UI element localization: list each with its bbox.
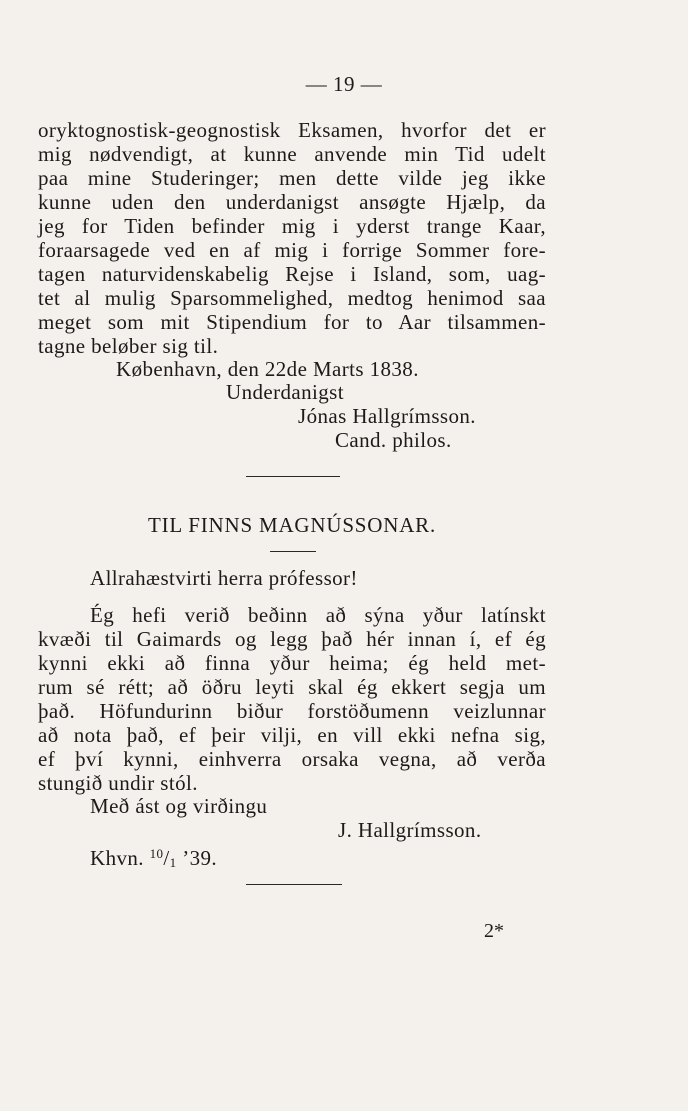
letter1-closing: Underdanigst — [226, 380, 344, 404]
letter2-line: ef því kynni, einhverra orsaka vegna, að verða — [38, 747, 546, 771]
letter1-line: mig nødvendigt, at kunne anvende min Tid udelt — [38, 142, 546, 166]
letter1-line: paa mine Studeringer; men dette vilde jeg ikke — [38, 166, 546, 190]
letter2-line: stungið undir stól. — [38, 771, 198, 795]
letter1-line: tagne beløber sig til. — [38, 334, 219, 358]
title-underline — [270, 551, 316, 552]
letter2-place: Khvn. — [90, 846, 144, 870]
letter1-line: kunne uden den underdanigst ansøgte Hjælp, da — [38, 190, 546, 214]
date-year: ’39. — [182, 846, 218, 870]
letter1-signature: Jónas Hallgrímsson. — [298, 404, 476, 428]
letter1-line: foraarsagede ved en af mig i forrige Sommer fore- — [38, 238, 546, 262]
closing-divider — [246, 884, 342, 885]
section-title: TIL FINNS MAGNÚSSONAR. — [147, 513, 437, 537]
date-day: 10 — [149, 846, 164, 861]
letter2-line: kynni ekki að finna yður heima; ég held met- — [38, 651, 546, 675]
letter1-line: oryktognostisk-geognostisk Eksamen, hvorfor det er — [38, 118, 546, 142]
letter2-line: Ég hefi verið beðinn að sýna yður latínskt — [90, 603, 546, 627]
letter1-signature-title: Cand. philos. — [335, 428, 452, 452]
letter1-line: tet al mulig Sparsommelighed, medtog henimod saa — [38, 286, 546, 310]
section-divider — [246, 476, 340, 477]
letter1-line: tagen naturvidenskabelig Rejse i Island, som, uag- — [38, 262, 546, 286]
letter2-line: að nota það, ef þeir vilji, en vill ekki nefna sig, — [38, 723, 546, 747]
letter2-dateline: Khvn. $^{10}/_1$ ’39. — [90, 846, 218, 870]
signature-mark: 2* — [484, 920, 504, 942]
page-number-header: — 19 — — [305, 72, 383, 96]
date-month: 1 — [169, 855, 177, 870]
letter2-line: rum sé rétt; að öðru leyti skal ég ekkert segja um — [38, 675, 546, 699]
letter2-salutation: Allrahæstvirti herra prófessor! — [90, 566, 358, 590]
letter1-dateline: København, den 22de Marts 1838. — [116, 357, 419, 381]
letter2-signature: J. Hallgrímsson. — [338, 818, 482, 842]
letter1-line: meget som mit Stipendium for to Aar tilsammen- — [38, 310, 546, 334]
letter1-line: jeg for Tiden befinder mig i yderst trange Kaar, — [38, 214, 546, 238]
letter2-line: kvæði til Gaimards og legg það hér innan í, ef ég — [38, 627, 546, 651]
letter2-line: það. Höfundurinn biður forstöðumenn veizlunnar — [38, 699, 546, 723]
letter2-closing: Með ást og virðingu — [90, 794, 268, 818]
